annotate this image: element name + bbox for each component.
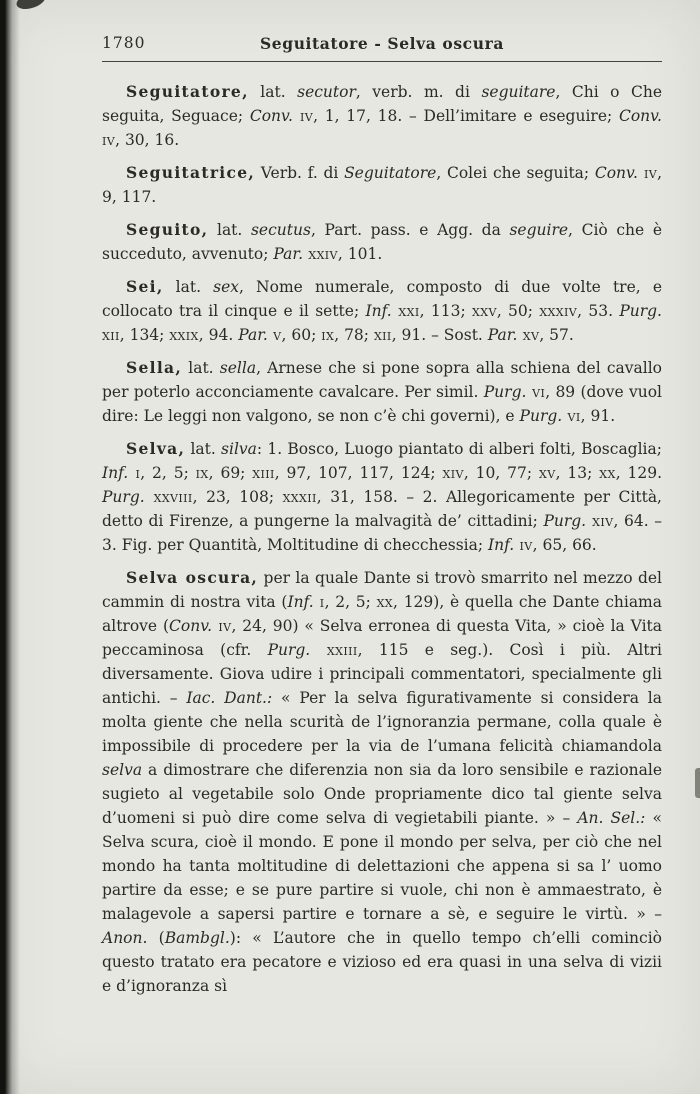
entry-sei: Sei, lat. sex, Nome numerale, composto di due volte tre, e collocato tra il cinque e il sette; Inf. xxi, 113; xxv, 50; xxxiv, 53. Purg. xii, 134; xxix, 94. Par. v, 60; ix, 78; xii, 91. – Sost. Par. xv, 57. xyxy=(102,277,662,344)
entry-seguitatrice: Seguitatrice, Verb. f. di Seguitatore, Colei che seguita; Conv. iv, 9, 117. xyxy=(102,163,663,206)
entry-selva: Selva, lat. silva: 1. Bosco, Luogo piantato di alberi folti, Boscaglia; Inf. i, 2, 5; ix, 69; xiii, 97, 107, 117, 124; xiv, 10, 77; xv, 13; xx, 129. Purg. xxviii, 23, 108; xxxii, 31, 158. – 2. Allegoricamente per Città, detto di Firenze, a pungerne la malvagità de’ cittadini; Purg. xiv, 64. – 3. Fig. per Quantità, Moltitudine di checchessia; Inf. iv, 65, 66. xyxy=(102,439,663,554)
header-rule xyxy=(102,61,662,62)
running-head: Seguitatore - Selva oscura xyxy=(260,34,504,53)
entry-selva-oscura: Selva oscura, per la quale Dante si trovò smarrito nel mezzo del cammin di nostra vita (Inf. i, 2, 5; xx, 129), è quella che Dante chiama altrove (Conv. iv, 24, 90) « Selva erronea di questa Vita, » cioè la Vita peccaminosa (cfr. Purg. xxiii, 115 e seg.). Così i più. Altri diversamente. Giova udire i principali commentatori, specialmente gli antichi. – Iac. Dant.: « Per la selva figurativamente si considera la molta giente che nella scurità de l’ignoranzia permane, colla quale è impossibile di procedere per la via de l’umana felicità chiamandola selva a dimostrare che diferenzia non sia da loro sensibile e razionale sugieto al vegetabile solo Onde propriamente dico tal giente selva d’uomeni si può dire come selva di vegietabili piante. » – An. Sel.: « Selva scura, cioè il mondo. E pone il mondo per selva, per ciò che nel mondo ha tanta moltitudine di delettazioni che appena si sa l’ uomo partire da esse; e se pure partire si vuole, chi non è ammaestrato, è malagevole a sapersi partire e tornare a sè, e seguire le virtù. » – Anon. (Bambgl.): « L’autore che in quello tempo ch’elli cominciò questo tratato era pecatore e vizioso ed era quasi in una selva di vizii e d’ignoranza sì xyxy=(102,568,663,995)
page-header xyxy=(102,34,662,56)
entry-sella: Sella, lat. sella, Arnese che si pone sopra alla schiena del cavallo per poterlo acconciamente cavalcare. Per simil. Purg. vi, 89 (dove vuol dire: Le leggi non valgono, se non c’è chi governi), e Purg. vi, 91. xyxy=(102,358,663,425)
entry-seguito: Seguito, lat. secutus, Part. pass. e Agg. da seguire, Ciò che è succeduto, avvenuto; Par. xxiv, 101. xyxy=(102,220,662,263)
page-number: 1780 xyxy=(102,34,146,52)
entry-seguitatore: Seguitatore, lat. secutor, verb. m. di seguitare, Chi o Che seguita, Seguace; Conv. iv, 1, 17, 18. – Dell’imitare e eseguire; Conv. iv, 30, 16. xyxy=(102,82,663,149)
